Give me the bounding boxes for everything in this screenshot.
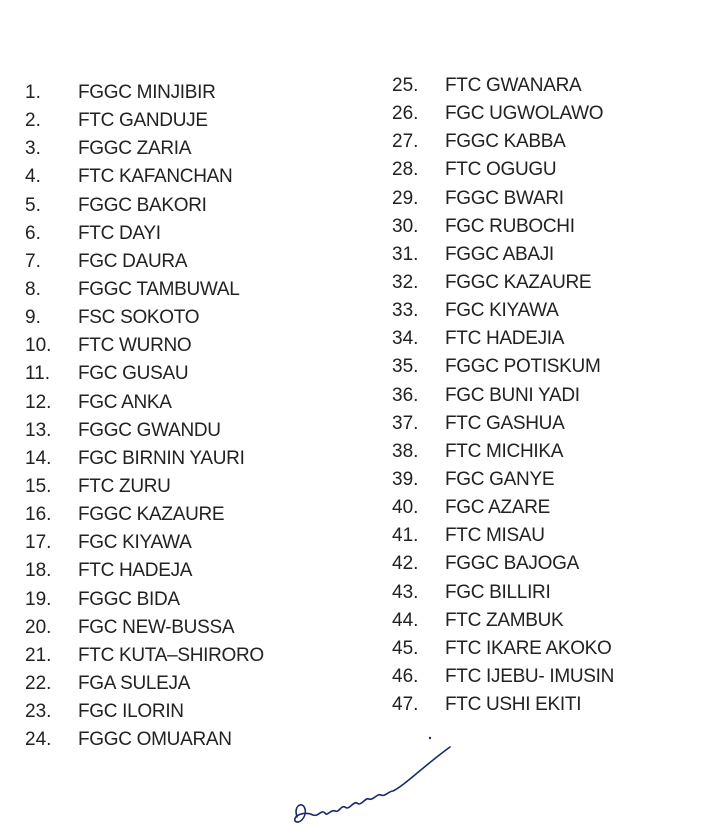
school-name: FGC BIRNIN YAURI xyxy=(78,447,245,469)
school-name: FGGC MINJIBIR xyxy=(78,82,216,103)
school-name: FGC DAURA xyxy=(78,250,188,272)
handwritten-signature xyxy=(285,735,460,830)
school-name: FTC GANDUJE xyxy=(78,110,208,132)
list-item-number: 31. xyxy=(392,243,419,265)
list-item-number: 26. xyxy=(392,103,419,125)
school-name: FTC GWANARA xyxy=(445,75,582,96)
list-item-number: 47. xyxy=(392,694,419,716)
school-name: FGGC KAZAURE xyxy=(78,504,225,526)
list-item-number: 3. xyxy=(25,138,41,160)
list-item-number: 27. xyxy=(392,131,419,153)
list-item-number: 33. xyxy=(392,300,419,322)
school-name: FGC ANKA xyxy=(78,391,172,413)
school-name: FGC RUBOCHI xyxy=(445,215,575,237)
list-item-number: 17. xyxy=(25,532,52,554)
list-item-number: 19. xyxy=(25,588,52,610)
list-item-number: 13. xyxy=(25,419,52,441)
list-item-number: 18. xyxy=(25,560,52,582)
list-item-number: 40. xyxy=(392,497,419,519)
school-name: FTC IKARE AKOKO xyxy=(445,637,612,659)
school-name: FGGC KAZAURE xyxy=(445,271,592,293)
school-name: FTC ZURU xyxy=(78,475,171,497)
school-name: FGGC GWANDU xyxy=(78,419,221,441)
list-item-number: 32. xyxy=(392,271,419,293)
school-name: FGC GANYE xyxy=(445,468,555,490)
list-item-number: 12. xyxy=(25,391,52,413)
school-name: FTC OGUGU xyxy=(445,159,557,181)
school-name: FTC HADEJA xyxy=(78,560,193,582)
list-item-number: 42. xyxy=(392,553,419,575)
school-name: FGC NEW-BUSSA xyxy=(78,616,235,638)
list-item-number: 25. xyxy=(392,75,419,96)
school-name: FTC ZAMBUK xyxy=(445,609,564,631)
list-item-number: 46. xyxy=(392,665,419,687)
list-item-number: 39. xyxy=(392,468,419,490)
list-item-number: 35. xyxy=(392,356,419,378)
list-item-number: 16. xyxy=(25,504,52,526)
school-name: FGC BILLIRI xyxy=(445,581,551,603)
school-name: FGGC BIDA xyxy=(78,588,180,610)
list-item-number: 11. xyxy=(25,363,51,385)
school-name: FGGC ZARIA xyxy=(78,138,192,160)
list-item-number: 37. xyxy=(392,412,419,434)
list-item-number: 24. xyxy=(25,729,52,751)
list-item-number: 20. xyxy=(25,616,52,638)
school-name: FTC KAFANCHAN xyxy=(78,166,233,188)
school-name: FGC KIYAWA xyxy=(78,532,192,554)
list-item-number: 43. xyxy=(392,581,419,603)
school-name: FGGC OMUARAN xyxy=(78,729,232,751)
school-name: FTC DAYI xyxy=(78,222,161,244)
list-item-number: 8. xyxy=(25,278,41,300)
school-name: FTC KUTA–SHIRORO xyxy=(78,644,264,666)
school-name: FGC BUNI YADI xyxy=(445,384,580,406)
list-item-number: 30. xyxy=(392,215,419,237)
school-name: FGGC BWARI xyxy=(445,187,564,209)
list-item-number: 1. xyxy=(25,82,41,103)
school-name: FGC ILORIN xyxy=(78,701,184,723)
list-item-number: 7. xyxy=(25,250,41,272)
school-name: FTC USHI EKITI xyxy=(445,694,582,716)
school-name: FTC WURNO xyxy=(78,335,192,357)
school-name: FSC SOKOTO xyxy=(78,307,200,329)
school-name: FGGC BAJOGA xyxy=(445,553,579,575)
list-item-number: 23. xyxy=(25,701,52,723)
list-item-number: 38. xyxy=(392,440,419,462)
list-item-number: 36. xyxy=(392,384,419,406)
school-name: FGA SULEJA xyxy=(78,672,191,694)
list-item-number: 4. xyxy=(25,166,41,188)
list-item-number: 45. xyxy=(392,637,419,659)
school-name: FGGC ABAJI xyxy=(445,243,554,265)
list-item-number: 41. xyxy=(392,525,419,547)
list-item-number: 2. xyxy=(25,110,41,132)
school-name: FGGC BAKORI xyxy=(78,194,207,216)
list-item-number: 21. xyxy=(25,644,52,666)
school-name: FGC GUSAU xyxy=(78,363,189,385)
school-name: FGC KIYAWA xyxy=(445,300,559,322)
list-item-number: 34. xyxy=(392,328,419,350)
school-name: FTC MISAU xyxy=(445,525,545,547)
school-name: FTC HADEJIA xyxy=(445,328,565,350)
school-name: FTC IJEBU- IMUSIN xyxy=(445,665,615,687)
school-name: FGC AZARE xyxy=(445,497,550,519)
list-item-number: 6. xyxy=(25,222,41,244)
list-item-number: 9. xyxy=(25,307,41,329)
school-name: FGGC KABBA xyxy=(445,131,566,153)
list-item-number: 15. xyxy=(25,475,52,497)
list-item-number: 28. xyxy=(392,159,419,181)
list-item-number: 44. xyxy=(392,609,419,631)
school-name: FTC GASHUA xyxy=(445,412,565,434)
list-item-number: 14. xyxy=(25,447,52,469)
list-item-number: 29. xyxy=(392,187,419,209)
school-name: FGGC TAMBUWAL xyxy=(78,278,240,300)
list-item-number: 22. xyxy=(25,672,52,694)
school-name: FTC MICHIKA xyxy=(445,440,564,462)
list-item-number: 10. xyxy=(25,335,52,357)
list-item-number: 5. xyxy=(25,194,41,216)
school-name: FGC UGWOLAWO xyxy=(445,103,604,125)
school-name: FGGC POTISKUM xyxy=(445,356,601,378)
